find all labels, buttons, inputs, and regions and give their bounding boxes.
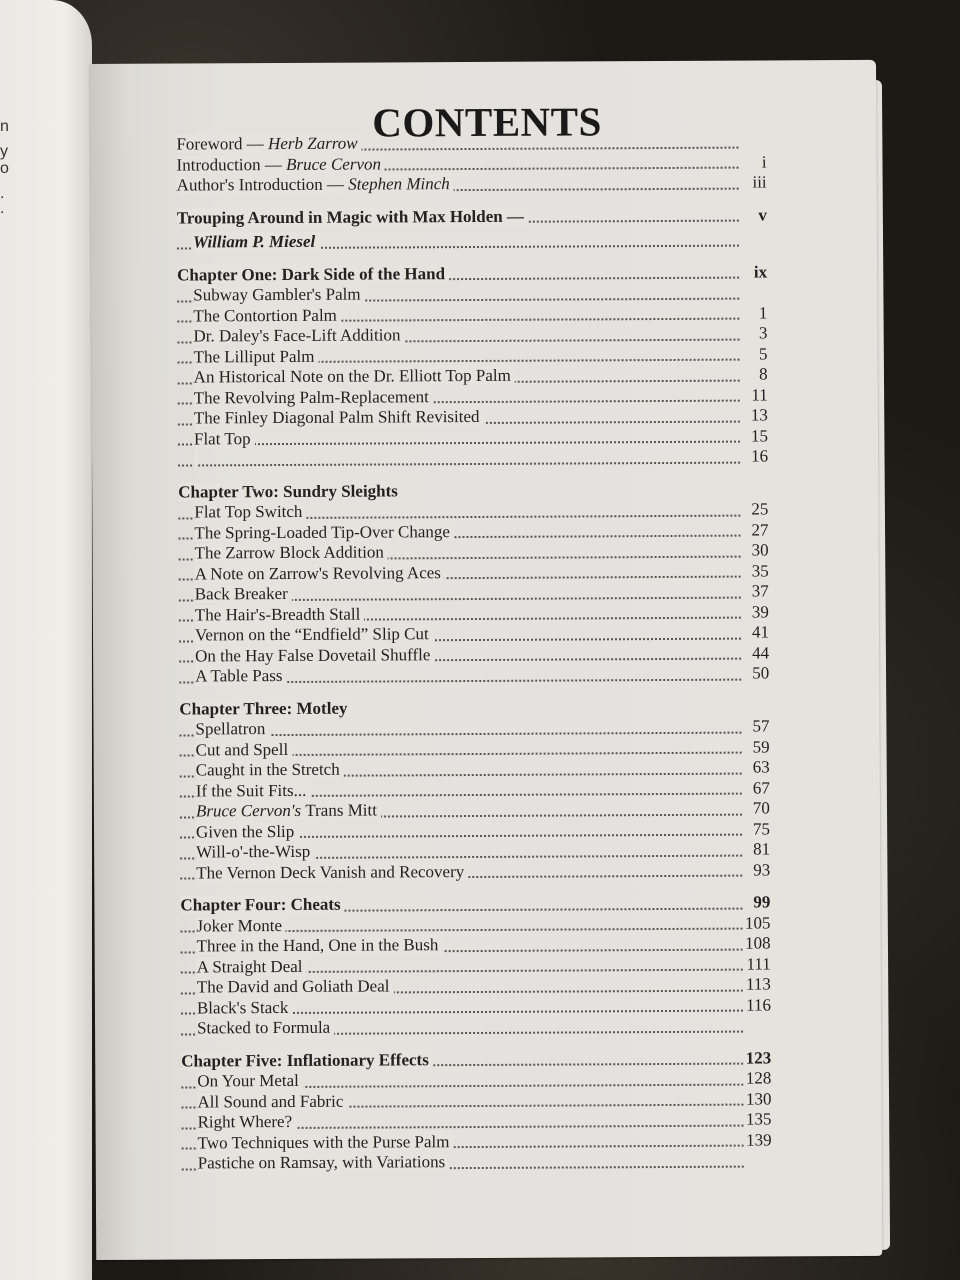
entry-title: A Table Pass (195, 666, 286, 685)
contents-page (90, 60, 882, 1260)
page-number: 59 (750, 737, 770, 758)
left-page-text-fragment: o (0, 160, 9, 177)
entry-title: The Lilliput Palm (193, 346, 318, 366)
page-number: 1 (756, 303, 768, 324)
toc-entry (177, 172, 767, 196)
entry-title: Chapter Two: Sundry Sleights (178, 481, 402, 501)
dot-leader (178, 441, 740, 446)
entry-title: Back Breaker (195, 584, 292, 604)
toc-entry (182, 1150, 772, 1174)
page-number: 15 (748, 426, 768, 447)
page-number: 37 (749, 581, 769, 602)
entry-title: The Hair's-Breadth Stall (195, 604, 365, 624)
entry-title: All Sound and Fabric (197, 1091, 347, 1111)
page-number: 123 (743, 1048, 772, 1069)
entry-title: On Your Metal (197, 1071, 303, 1091)
page-number: 3 (756, 323, 768, 344)
entry-title: The Contortion Palm (193, 305, 341, 325)
page-number: 135 (743, 1109, 772, 1130)
page-number: 44 (749, 643, 769, 664)
page-number: 8 (756, 364, 768, 385)
entry-title: Flat Top (194, 429, 255, 448)
page-number: 63 (750, 757, 770, 778)
entry-title: A Note on Zarrow's Revolving Aces (195, 563, 445, 583)
entry-title: Bruce Cervon's Trans Mitt (196, 800, 381, 820)
entry-title: Dr. Daley's Face-Lift Addition (193, 325, 404, 345)
entry-title: Author's Introduction — Stephen Minch (177, 174, 454, 194)
entry-title: Cut and Spell (196, 739, 293, 759)
page-number: i (759, 152, 767, 173)
page-number: 70 (750, 798, 770, 819)
page-number: 108 (742, 933, 771, 954)
left-page-text-fragment: y (0, 143, 8, 160)
entry-title: The David and Goliath Deal (197, 976, 394, 996)
entry-title: The Vernon Deck Vanish and Recovery (196, 862, 468, 882)
page-number: v (755, 205, 767, 226)
entry-title: Chapter Three: Motley (179, 698, 351, 718)
entry-title: Flat Top Switch (194, 502, 306, 522)
entry-title: Caught in the Stretch (196, 760, 344, 780)
entry-title: If the Suit Fits... (196, 780, 311, 800)
entry-title: Black's Stack (197, 997, 292, 1016)
page-number: 81 (750, 839, 770, 860)
page-number: 116 (743, 995, 771, 1016)
entry-title: Spellatron (195, 719, 269, 738)
page-number: 13 (748, 405, 768, 426)
entry-title: Two Techniques with the Purse Palm (198, 1132, 454, 1152)
section-heading (177, 205, 767, 229)
page-number: 93 (750, 860, 770, 881)
page-number: 139 (743, 1130, 772, 1151)
entry-title: Chapter Four: Cheats (180, 895, 344, 915)
page-number: 67 (750, 778, 770, 799)
toc-entry (179, 663, 769, 687)
entry-title: The Zarrow Block Addition (195, 542, 388, 562)
page-number: iii (749, 172, 766, 193)
page-number: 39 (749, 602, 769, 623)
entry-title: William P. Miesel (193, 232, 319, 252)
page-number: 27 (748, 520, 768, 541)
entry-title: Three in the Hand, One in the Bush (197, 935, 443, 955)
entry-title: An Historical Note on the Dr. Elliott Top Palm (194, 366, 515, 387)
page-number: 57 (749, 716, 769, 737)
page-number: 41 (749, 622, 769, 643)
page-number: 128 (743, 1068, 772, 1089)
entry-title: The Finley Diagonal Palm Shift Revisited (194, 407, 484, 428)
toc-entry (178, 446, 768, 470)
entry-title: Given the Slip (196, 821, 298, 841)
left-page-text-fragment: . (0, 200, 5, 217)
left-page (0, 0, 92, 1280)
toc-entry (177, 229, 767, 253)
page-number: 111 (743, 954, 770, 975)
entry-title: On the Hay False Dovetail Shuffle (195, 645, 434, 665)
page-number: 30 (749, 540, 769, 561)
page-number: 113 (743, 974, 771, 995)
entry-title: Subway Gambler's Palm (193, 285, 364, 305)
page-number: 11 (748, 385, 767, 406)
page-number: ix (751, 262, 767, 283)
page-number: 5 (756, 344, 768, 365)
page-number: 25 (748, 499, 768, 520)
toc-entry (180, 860, 770, 884)
entry-title: Trouping Around in Magic with Max Holden — (177, 206, 528, 227)
entry-title: Foreword — Herb Zarrow (176, 134, 361, 154)
entry-title: Joker Monte (196, 915, 286, 934)
entry-title (194, 449, 198, 468)
entry-title: A Straight Deal (197, 956, 307, 976)
entry-title: Chapter Five: Inflationary Effects (181, 1050, 433, 1070)
page-number: 99 (750, 892, 770, 913)
page-number: 35 (749, 561, 769, 582)
left-page-text-fragment: n (0, 118, 9, 135)
page-number: 50 (749, 663, 769, 684)
entry-title: The Revolving Palm-Replacement (194, 387, 433, 407)
dot-leader (178, 461, 740, 466)
page-title: CONTENTS (372, 98, 602, 146)
entry-title: Will-o'-the-Wisp (196, 842, 314, 862)
entry-title: Introduction — Bruce Cervon (176, 154, 385, 174)
table-of-contents (176, 131, 771, 1174)
page-number: 130 (743, 1089, 772, 1110)
left-page-text-fragment: . (0, 185, 5, 202)
page-number: 105 (742, 913, 771, 934)
page-number: 16 (748, 446, 768, 467)
entry-title: The Spring-Loaded Tip-Over Change (194, 522, 454, 542)
entry-title: Vernon on the “Endfield” Slip Cut (195, 624, 433, 644)
entry-title: Stacked to Formula (197, 1018, 334, 1038)
entry-title: Right Where? (197, 1112, 296, 1132)
page-number: 75 (750, 819, 770, 840)
entry-title: Pastiche on Ramsay, with Variations (198, 1152, 450, 1172)
toc-entry (181, 1015, 771, 1039)
entry-title: Chapter One: Dark Side of the Hand (177, 264, 449, 284)
